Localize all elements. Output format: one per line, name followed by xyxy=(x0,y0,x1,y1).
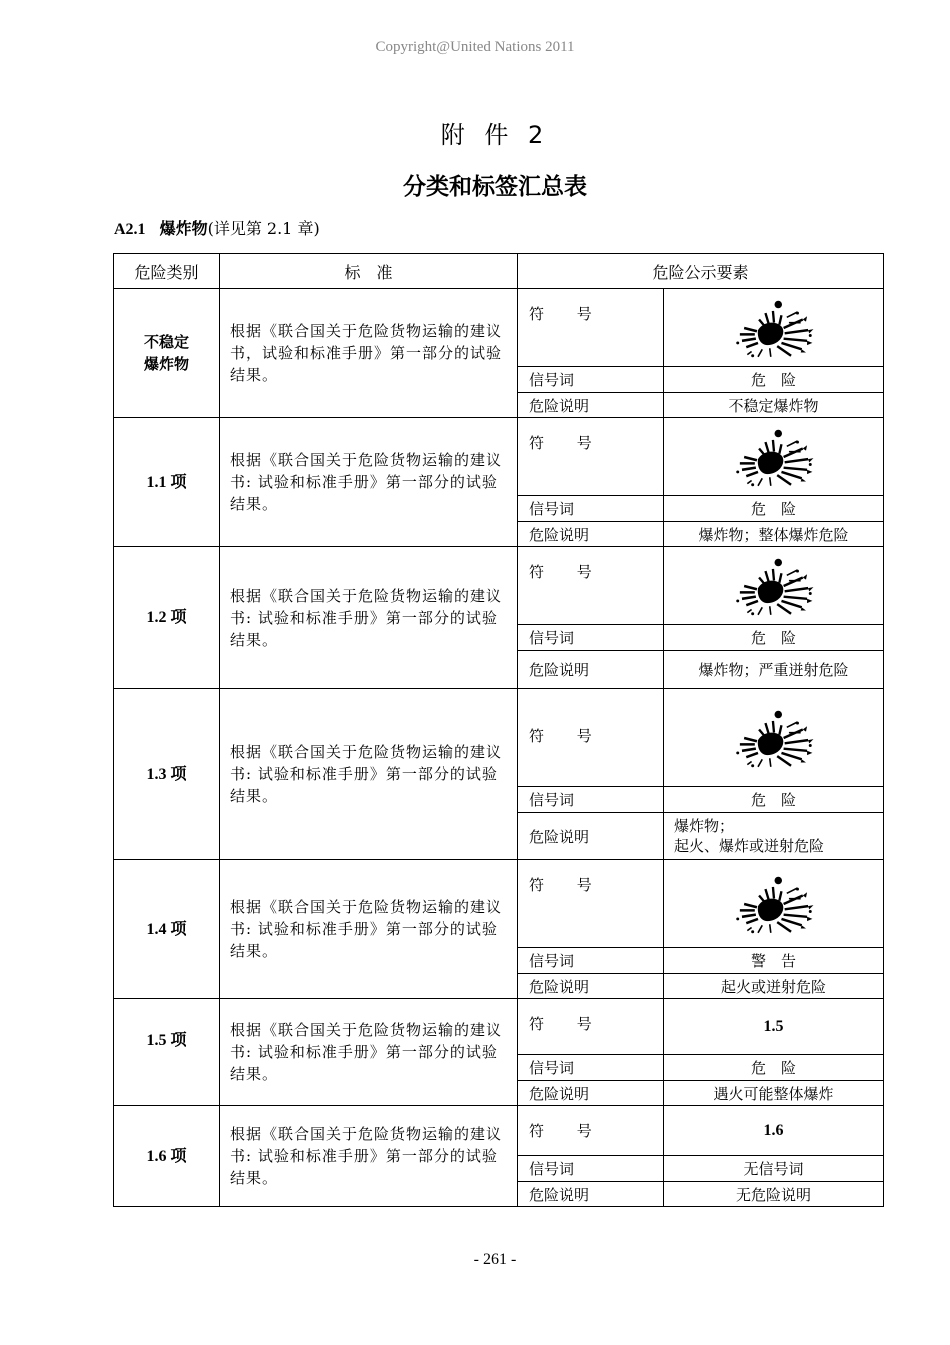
section-reference: (详见第 2.1 章) xyxy=(207,219,320,238)
symbol-label: 符 号 xyxy=(518,1106,664,1156)
section-number: A2.1 xyxy=(114,221,146,238)
category-line: 爆炸物 xyxy=(143,355,189,373)
header-category: 危险类别 xyxy=(114,254,220,289)
exploding-bomb-icon xyxy=(664,418,884,496)
criteria-cell: 根据《联合国关于危险货物运输的建议书: 试验和标准手册》第一部分的试验结果。 xyxy=(220,547,518,689)
hazard-statement-label: 危险说明 xyxy=(518,813,664,860)
symbol-text: 1.6 xyxy=(664,1106,884,1156)
symbol-label: 符 号 xyxy=(518,547,664,625)
signal-word-label: 信号词 xyxy=(518,1156,664,1182)
category-cell xyxy=(114,689,220,860)
hazard-statement-label: 危险说明 xyxy=(518,974,664,999)
table-header-row xyxy=(114,254,884,289)
category-line: 不稳定 xyxy=(143,333,189,351)
hazard-statement-label: 危险说明 xyxy=(518,1182,664,1207)
category-line: 1.1 项 xyxy=(146,473,187,491)
hazard-statement-label: 危险说明 xyxy=(518,651,664,689)
header-criteria: 标 准 xyxy=(220,254,518,289)
table-row xyxy=(114,689,884,787)
page-number: - 261 - xyxy=(473,1251,517,1268)
category-line: 1.4 项 xyxy=(146,920,187,938)
signal-word: 警 告 xyxy=(664,948,884,974)
exploding-bomb-icon xyxy=(664,689,884,787)
criteria-cell: 根据《联合国关于危险货物运输的建议书: 试验和标准手册》第一部分的试验结果。 xyxy=(220,999,518,1106)
hazard-statement: 不稳定爆炸物 xyxy=(664,393,884,418)
hazard-statement-label: 危险说明 xyxy=(518,1081,664,1106)
hazard-statement: 无危险说明 xyxy=(664,1182,884,1207)
hazard-statement: 爆炸物；严重迸射危险 xyxy=(664,651,884,689)
exploding-bomb-icon xyxy=(664,547,884,625)
category-line: 1.2 项 xyxy=(146,609,187,626)
section-name: 爆炸物 xyxy=(159,219,208,238)
signal-word-label: 信号词 xyxy=(518,787,664,813)
category-cell xyxy=(114,860,220,999)
signal-word-label: 信号词 xyxy=(518,496,664,522)
criteria-cell: 根据《联合国关于危险货物运输的建议书: 试验和标准手册》第一部分的试验结果。 xyxy=(220,860,518,999)
symbol-text: 1.5 xyxy=(664,999,884,1055)
table-row xyxy=(114,547,884,625)
category-cell xyxy=(114,999,220,1106)
symbol-label: 符 号 xyxy=(518,999,664,1055)
hazard-statement-line: 起火、爆炸或迸射危险 xyxy=(674,837,825,855)
category-line: 1.6 项 xyxy=(146,1147,187,1165)
signal-word-label: 信号词 xyxy=(518,625,664,651)
signal-word: 危 险 xyxy=(664,625,884,651)
hazard-statement-label: 危险说明 xyxy=(518,393,664,418)
signal-word-label: 信号词 xyxy=(518,367,664,393)
hazard-statement xyxy=(664,813,884,860)
page-title: 分类和标签汇总表 xyxy=(403,174,587,200)
criteria-cell: 根据《联合国关于危险货物运输的建议书，试验和标准手册》第一部分的试验结果。 xyxy=(220,289,518,418)
table-row xyxy=(114,860,884,948)
hazard-statement-label: 危险说明 xyxy=(518,522,664,547)
category-cell xyxy=(114,289,220,418)
section-heading xyxy=(114,216,320,239)
signal-word-label: 信号词 xyxy=(518,1055,664,1081)
criteria-cell: 根据《联合国关于危险货物运输的建议书: 试验和标准手册》第一部分的试验结果。 xyxy=(220,689,518,860)
signal-word-label: 信号词 xyxy=(518,948,664,974)
symbol-label: 符 号 xyxy=(518,289,664,367)
signal-word: 危 险 xyxy=(664,496,884,522)
hazard-statement: 遇火可能整体爆炸 xyxy=(664,1081,884,1106)
hazard-statement-line: 爆炸物； xyxy=(674,817,735,835)
classification-table xyxy=(113,253,884,1207)
annex-heading: 附 件 2 xyxy=(440,121,550,149)
symbol-label: 符 号 xyxy=(518,689,664,787)
category-line: 1.5 项 xyxy=(146,1032,187,1049)
signal-word: 危 险 xyxy=(664,787,884,813)
header-communication: 危险公示要素 xyxy=(518,254,884,289)
symbol-label: 符 号 xyxy=(518,860,664,948)
category-cell xyxy=(114,1106,220,1207)
exploding-bomb-icon xyxy=(664,860,884,948)
symbol-label: 符 号 xyxy=(518,418,664,496)
signal-word: 无信号词 xyxy=(664,1156,884,1182)
table-row xyxy=(114,289,884,367)
exploding-bomb-icon xyxy=(664,289,884,367)
criteria-cell: 根据《联合国关于危险货物运输的建议书: 试验和标准手册》第一部分的试验结果。 xyxy=(220,418,518,547)
table-row xyxy=(114,999,884,1055)
hazard-statement: 起火或迸射危险 xyxy=(664,974,884,999)
table-row xyxy=(114,418,884,496)
category-line: 1.3 项 xyxy=(146,765,187,783)
category-cell xyxy=(114,418,220,547)
category-cell xyxy=(114,547,220,689)
hazard-statement: 爆炸物；整体爆炸危险 xyxy=(664,522,884,547)
signal-word: 危 险 xyxy=(664,1055,884,1081)
signal-word: 危 险 xyxy=(664,367,884,393)
table-row xyxy=(114,1106,884,1156)
criteria-cell: 根据《联合国关于危险货物运输的建议书: 试验和标准手册》第一部分的试验结果。 xyxy=(220,1106,518,1207)
copyright-notice: Copyright@United Nations 2011 xyxy=(375,39,575,55)
